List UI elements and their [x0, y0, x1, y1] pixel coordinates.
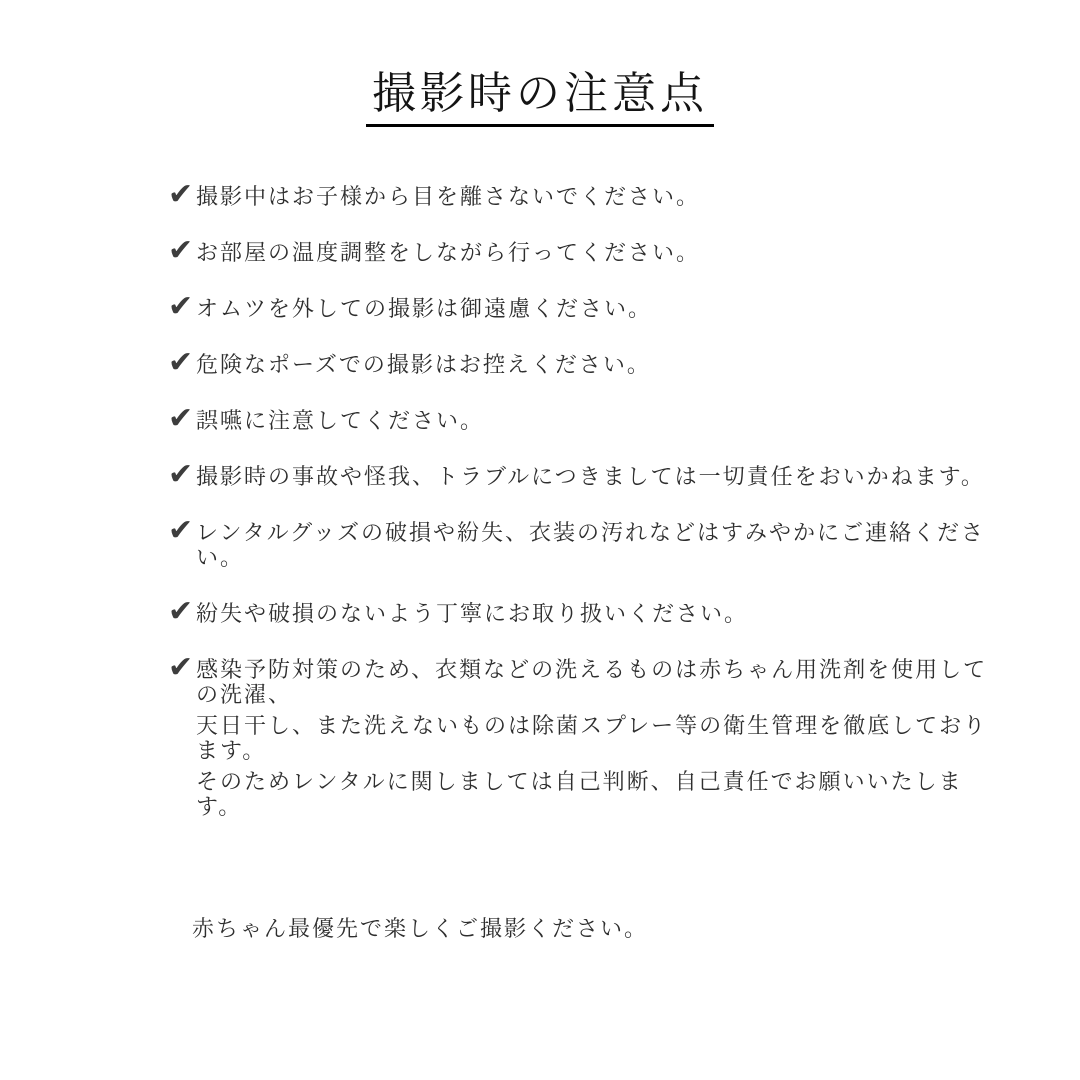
check-icon: ✔	[168, 594, 196, 630]
checklist-item-line: そのためレンタルに関しましては自己判断、自己責任でお願いいたします。	[196, 770, 963, 821]
title-wrap	[0, 0, 1080, 127]
checklist	[0, 177, 1080, 821]
check-icon: ✔	[168, 233, 196, 269]
checklist-item	[168, 594, 1000, 630]
closing-note: 赤ちゃん最優先で楽しくご撮影ください。	[192, 917, 649, 943]
checklist-item-text: 撮影中はお子様から目を離さないでください。	[196, 185, 701, 211]
checklist-item-text: オムツを外しての撮影は御遠慮ください。	[196, 297, 653, 323]
checklist-item	[168, 650, 1000, 821]
checklist-item	[168, 513, 1000, 572]
checklist-item-line: 天日干し、また洗えないものは除菌スプレー等の衛生管理を徹底しております。	[196, 714, 988, 765]
checklist-item-text: 危険なポーズでの撮影はお控えください。	[196, 353, 651, 379]
checklist-item	[168, 289, 1000, 325]
checklist-item-text: レンタルグッズの破損や紛失、衣装の汚れなどはすみやかにご連絡ください。	[196, 521, 986, 572]
check-icon: ✔	[168, 457, 196, 493]
page-title: 撮影時の注意点	[366, 70, 714, 127]
check-icon: ✔	[168, 401, 196, 437]
checklist-item-text	[196, 658, 1000, 820]
checklist-item	[168, 401, 1000, 437]
checklist-item	[168, 233, 1000, 269]
checklist-item	[168, 345, 1000, 381]
check-icon: ✔	[168, 289, 196, 325]
check-icon: ✔	[168, 513, 196, 549]
check-icon: ✔	[168, 345, 196, 381]
check-icon: ✔	[168, 177, 196, 213]
checklist-item	[168, 177, 1000, 213]
checklist-item-text: 紛失や破損のないよう丁寧にお取り扱いください。	[196, 602, 749, 628]
checklist-item-text: 撮影時の事故や怪我、トラブルにつきましては一切責任をおいかねます。	[196, 465, 985, 491]
check-icon: ✔	[168, 650, 196, 686]
checklist-item-text: お部屋の温度調整をしながら行ってください。	[196, 241, 701, 267]
checklist-item	[168, 457, 1000, 493]
checklist-item-text: 誤嚥に注意してください。	[196, 409, 485, 435]
checklist-item-line: 感染予防対策のため、衣類などの洗えるものは赤ちゃん用洗剤を使用しての洗濯、	[196, 658, 988, 709]
